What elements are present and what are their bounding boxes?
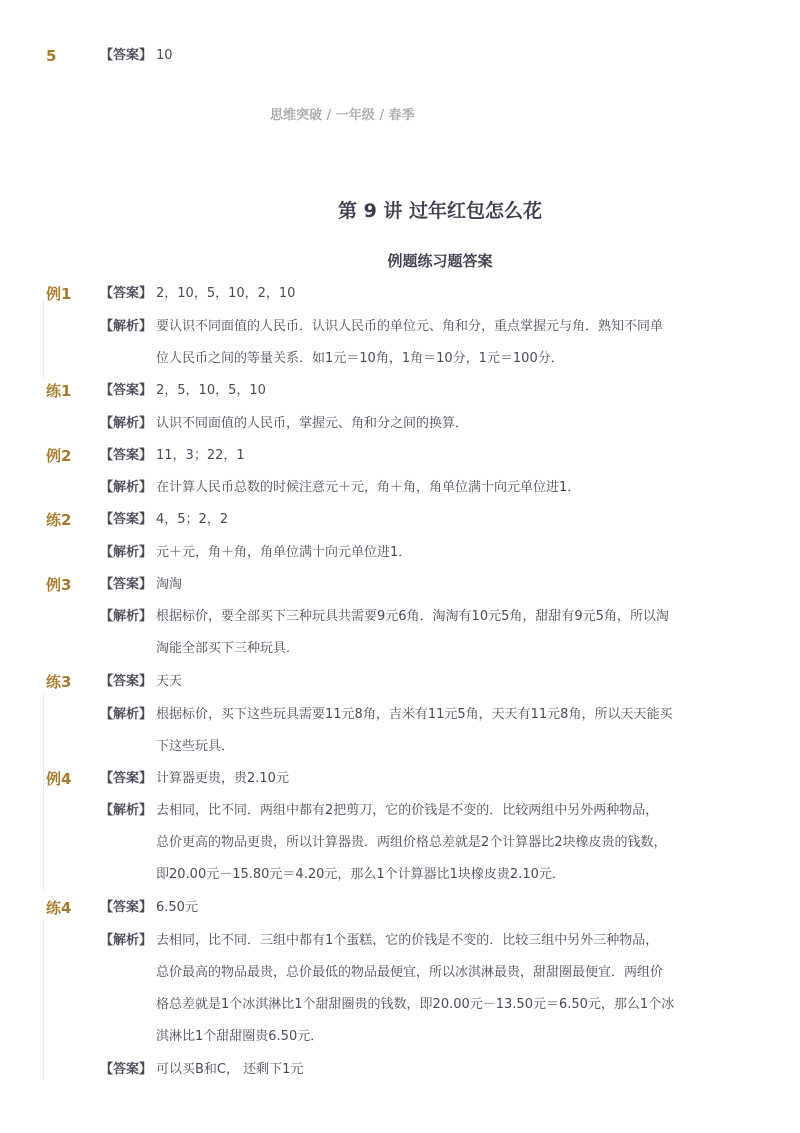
item-label: 例1 xyxy=(46,285,72,303)
analysis-line: 下这些玩具． xyxy=(156,739,235,754)
analysis-line: 淇淋比1个甜甜圈贵6.50元． xyxy=(156,1029,324,1044)
analysis-tag: 【解析】 xyxy=(100,933,153,948)
analysis-line: 去相同，比不同．三组中都有1个蛋糕，它的价钱是不变的．比较三组中另外三种物品， xyxy=(156,933,659,948)
analysis-tag: 【解析】 xyxy=(100,416,153,431)
answer-value: 11，3；22，1 xyxy=(156,448,245,463)
analysis-line: 格总差就是1个冰淇淋比1个甜甜圈贵的钱数，即20.00元－13.50元＝6.50元，那么1个冰 xyxy=(156,997,675,1012)
top-answer-value: 10 xyxy=(156,48,173,63)
analysis-tag: 【解析】 xyxy=(100,707,153,722)
item-label: 练1 xyxy=(46,382,72,400)
analysis-line: 根据标价，要全部买下三种玩具共需要9元6角．淘淘有10元5角，甜甜有9元5角，所以淘 xyxy=(156,609,669,624)
running-header: 思维突破 / 一年级 / 春季 xyxy=(270,108,415,123)
left-rule-3 xyxy=(43,920,44,1080)
section-subtitle: 例题练习题答案 xyxy=(387,252,493,270)
analysis-tag: 【解析】 xyxy=(100,480,153,495)
analysis-line: 元＋元，角＋角，角单位满十向元单位进1． xyxy=(156,545,412,560)
analysis-line: 认识不同面值的人民币，掌握元、角和分之间的换算． xyxy=(156,416,469,431)
answer-tag: 【答案】 xyxy=(100,577,153,592)
analysis-line: 总价更高的物品更贵，所以计算器贵．两组价格总差就是2个计算器比2块橡皮贵的钱数， xyxy=(156,835,667,850)
answer-tag: 【答案】 xyxy=(100,512,153,527)
top-item-number: 5 xyxy=(46,47,57,65)
answer-value: 6.50元 xyxy=(156,900,198,915)
left-rule-1 xyxy=(43,300,44,380)
item-label: 例2 xyxy=(46,447,72,465)
analysis-line: 去相同，比不同．两组中都有2把剪刀，它的价钱是不变的．比较两组中另外两种物品， xyxy=(156,803,659,818)
analysis-line: 要认识不同面值的人民币．认识人民币的单位元、角和分，重点掌握元与角．熟知不同单 xyxy=(156,319,664,334)
answer-value: 2，5，10，5，10 xyxy=(156,383,266,398)
analysis-line: 总价最高的物品最贵，总价最低的物品最便宜，所以冰淇淋最贵，甜甜圈最便宜．两组价 xyxy=(156,965,664,980)
item-label: 练3 xyxy=(46,673,72,691)
analysis-line: 在计算人民币总数的时候注意元＋元，角＋角，角单位满十向元单位进1． xyxy=(156,480,581,495)
answer-value: 淘淘 xyxy=(156,577,183,592)
answer-tag: 【答案】 xyxy=(100,383,153,398)
answer-tag: 【答案】 xyxy=(100,771,153,786)
answer-tag: 【答案】 xyxy=(100,448,153,463)
answer-tag: 【答案】 xyxy=(100,900,153,915)
analysis-tag: 【解析】 xyxy=(100,609,153,624)
answer-tag: 【答案】 xyxy=(100,674,153,689)
analysis-line: 根据标价，买下这些玩具需要11元8角，吉米有11元5角，天天有11元8角，所以天天能买 xyxy=(156,707,673,722)
analysis-tag: 【解析】 xyxy=(100,545,153,560)
analysis-line: 即20.00元－15.80元＝4.20元，那么1个计算器比1块橡皮贵2.10元． xyxy=(156,867,565,882)
answer-tag: 【答案】 xyxy=(100,1062,153,1077)
answer-value: 天天 xyxy=(156,674,183,689)
page-title: 第 9 讲 过年红包怎么花 xyxy=(337,200,543,222)
top-answer-tag: 【答案】 xyxy=(100,48,153,63)
analysis-line: 淘能全部买下三种玩具． xyxy=(156,641,300,656)
item-label: 练4 xyxy=(46,899,72,917)
left-rule-2 xyxy=(43,692,44,892)
item-label: 练2 xyxy=(46,511,72,529)
answer-value: 2，10，5，10，2，10 xyxy=(156,286,296,301)
answer-value: 计算器更贵，贵2.10元 xyxy=(156,771,289,786)
item-label: 例4 xyxy=(46,770,72,788)
item-label: 例3 xyxy=(46,576,72,594)
answer-tag: 【答案】 xyxy=(100,286,153,301)
analysis-tag: 【解析】 xyxy=(100,803,153,818)
analysis-tag: 【解析】 xyxy=(100,319,153,334)
extra-answer-value: 可以买B和C， 还剩下1元 xyxy=(156,1062,304,1077)
answer-value: 4，5；2，2 xyxy=(156,512,229,527)
analysis-line: 位人民币之间的等量关系．如1元＝10角，1角＝10分，1元＝100分． xyxy=(156,351,564,366)
